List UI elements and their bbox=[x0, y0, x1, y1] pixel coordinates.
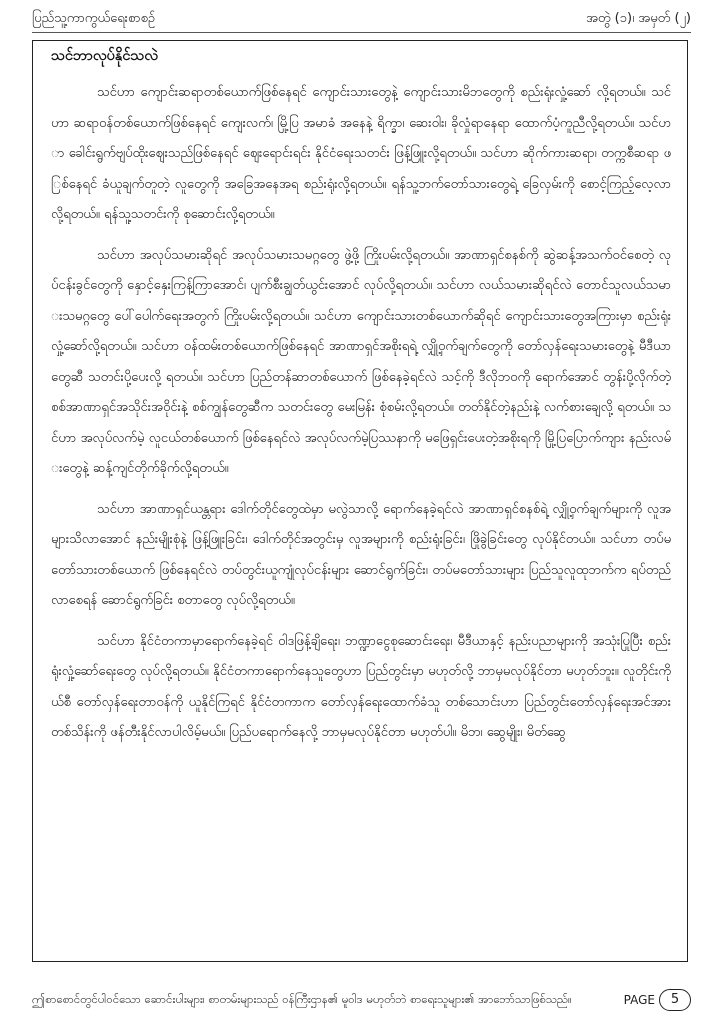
paragraph-4: သင်ဟာ နိုင်ငံတကာမှာရောက်နေခဲ့ရင် ဝါဒဖြန့်ချိရေး၊ ဘဏ္ဍာငွေစုဆောင်းရေး၊ မီဒီယာနှင့် နည်းပညာများကို အသုံးပြုပြီး စည်းရုံးလှုံ့ဆော်ရေးတွေ လုပ်လို့ရတယ်။ နိုင်ငံတကာရောက်နေသူတွေဟာ ပြည်တွင်းမှာ မဟုတ်လို့ ဘာမှမလုပ်နိုင်တာ မဟုတ်ဘူး။ လူတိုင်းကိုယ်စီ တော်လှန်ရေးတာဝန်ကို ယူနိုင်ကြရင် နိုင်ငံတကာက တော်လှန်ရေးထောက်ခံသူ တစ်သောင်းဟာ ပြည်တွင်းတော်လှန်ရေးအင်အား တစ်သိန်းကို ဖန်တီးနိုင်လာပါလိမ့်မယ်။ ပြည်ပရောက်နေလို့ ဘာမှမလုပ်နိုင်တာ မဟုတ်ပါ။ မိဘ၊ ဆွေမျိုး၊ မိတ်ဆွေ bbox=[51, 633, 671, 740]
publication-title: ပြည်သူ့ကာကွယ်ရေးစာစဉ် bbox=[32, 10, 156, 26]
page-indicator bbox=[624, 989, 691, 1011]
paragraph-3: သင်ဟာ အာဏာရှင်ယန္တရား ဒေါက်တိုင်တွေထဲမှာ မလွဲသာလို့ ရောက်နေခဲ့ရင်လဲ အာဏာရှင်စနစ်ရဲ့ လျှို့ဝှက်ချက်များကို လူအများသိလာအောင် နည်းမျိုးစုံနဲ့ ဖြန့်ဖြူးခြင်း၊ ဒေါက်တိုင်အတွင်းမှ လူအများကို စည်းရုံးခြင်း၊ ဖြိုခွဲခြင်းတွေ လုပ်နိုင်တယ်။ သင်ဟာ တပ်မတော်သားတစ်ယောက် ဖြစ်နေရင်လဲ တပ်တွင်းယူကျုံလုပ်ငန်းများ ဆောင်ရွက်ခြင်း၊ တပ်မတော်သားများ ပြည်သူလူထုဘက်က ရပ်တည်လာစေရန် ဆောင်ရွက်ခြင်း စတာတွေ လုပ်လို့ရတယ်။ bbox=[51, 501, 671, 608]
content-frame bbox=[32, 40, 688, 962]
disclaimer-note: ဤစာစောင်တွင်ပါဝင်သော ဆောင်းပါးများ၊ စာတမ်းများသည် ဝန်ကြီးဌာန၏ မူဝါဒ မဟုတ်ဘဲ စာရေးသူများ၏ အာဘော်သာဖြစ်သည်။ bbox=[32, 991, 572, 1006]
page-label: PAGE bbox=[623, 993, 655, 1007]
issue-number: အတွဲ (၁)၊ အမှတ် (၂) bbox=[585, 10, 691, 26]
section-title: သင်ဘာလုပ်နိုင်သလဲ bbox=[51, 48, 158, 64]
page-footer bbox=[32, 986, 691, 1014]
page-number: 5 bbox=[659, 989, 691, 1011]
page-header bbox=[32, 6, 691, 33]
paragraph-1: သင်ဟာ ကျောင်းဆရာတစ်ယောက်ဖြစ်နေရင် ကျောင်းသားတွေနဲ့ ကျောင်းသားမိဘတွေကို စည်းရုံးလှုံ့ဆော် လို့ရတယ်။ သင်ဟာ ဆရာဝန်တစ်ယောက်ဖြစ်နေရင် ကျေးလက်၊ မြို့ပြ အမာခံ အနေနဲ့ ရိက္ခာ၊ ဆေးဝါး၊ ခိုလှုံရာနေရာ ထောက်ပံ့ကူညီလို့ရတယ်။ သင်ဟာ ခေါင်းရွက်ဗျပ်ထိုးဈေးသည်ဖြစ်နေရင် ဈေးရောင်းရင်း နိုင်ငံရေးသတင်း ဖြန့်ဖြူးလို့ရတယ်။ သင်ဟာ ဆိုက်ကားဆရာ၊ တက္ကစီဆရာ ဖြစ်နေရင် ခံယူချက်တူတဲ့ လူတွေကို အခြေအနေအရ စည်းရုံးလို့ရတယ်။ ရန်သူ့ဘက်တော်သားတွေရဲ့ ခြေလှမ်းကို စောင့်ကြည့်လေ့လာလို့ရတယ်။ ရန်သူ့သတင်းကို စုဆောင်းလို့ရတယ်။ bbox=[51, 85, 671, 222]
paragraph-2: သင်ဟာ အလုပ်သမားဆိုရင် အလုပ်သမားသမဂ္ဂတွေ ဖွဲ့ဖို့ ကြိုးပမ်းလို့ရတယ်။ အာဏာရှင်စနစ်ကို ဆွဲဆန့်အသက်ဝင်စေတဲ့ လုပ်ငန်းခွင်တွေကို နှောင့်နှေးကြန့်ကြာအောင်၊ ပျက်စီးချွတ်ယွင်းအောင် လုပ်လို့ရတယ်။ သင်ဟာ လယ်သမားဆိုရင်လဲ တောင်သူလယ်သမားသမဂ္ဂတွေ ပေါ်ပေါက်ရေးအတွက် ကြိုးပမ်းလို့ရတယ်။ သင်ဟာ ကျောင်းသားတစ်ယောက်ဆိုရင် ကျောင်းသားတွေအကြားမှာ စည်းရုံးလှုံ့ဆော်လို့ရတယ်။ သင်ဟာ ဝန်ထမ်းတစ်ယောက်ဖြစ်နေရင် အာဏာရှင်အစိုးရရဲ့ လျှို့ဝှက်ချက်တွေကို တော်လှန်ရေးသမားတွေနဲ့ မီဒီယာတွေဆီ သတင်းပို့ပေးလို့ ရတယ်။ သင်ဟာ ပြည်တန်ဆာတစ်ယောက် ဖြစ်နေခဲ့ရင်လဲ သင့်ကို ဒီလိုဘဝကို ရောက်အောင် တွန်းပို့လိုက်တဲ့ စစ်အာဏာရှင်အသိုင်းအဝိုင်းနဲ့ စစ်ကျွန်တွေဆီက သတင်းတွေ မေးမြန်း စုံစမ်းလို့ရတယ်။ တတ်နိုင်တဲ့နည်းနဲ့ လက်စားချေလို့ ရတယ်။ သင်ဟာ အလုပ်လက်မဲ့ လူငယ်တစ်ယောက် ဖြစ်နေရင်လဲ အလုပ်လက်မဲ့ပြဿနာကို မဖြေရှင်းပေးတဲ့အစိုးရကို မြို့ပြပြောက်ကျား နည်းလမ်းတွေနဲ့ ဆန့်ကျင်တိုက်ခိုက်လို့ရတယ်။ bbox=[51, 247, 671, 476]
